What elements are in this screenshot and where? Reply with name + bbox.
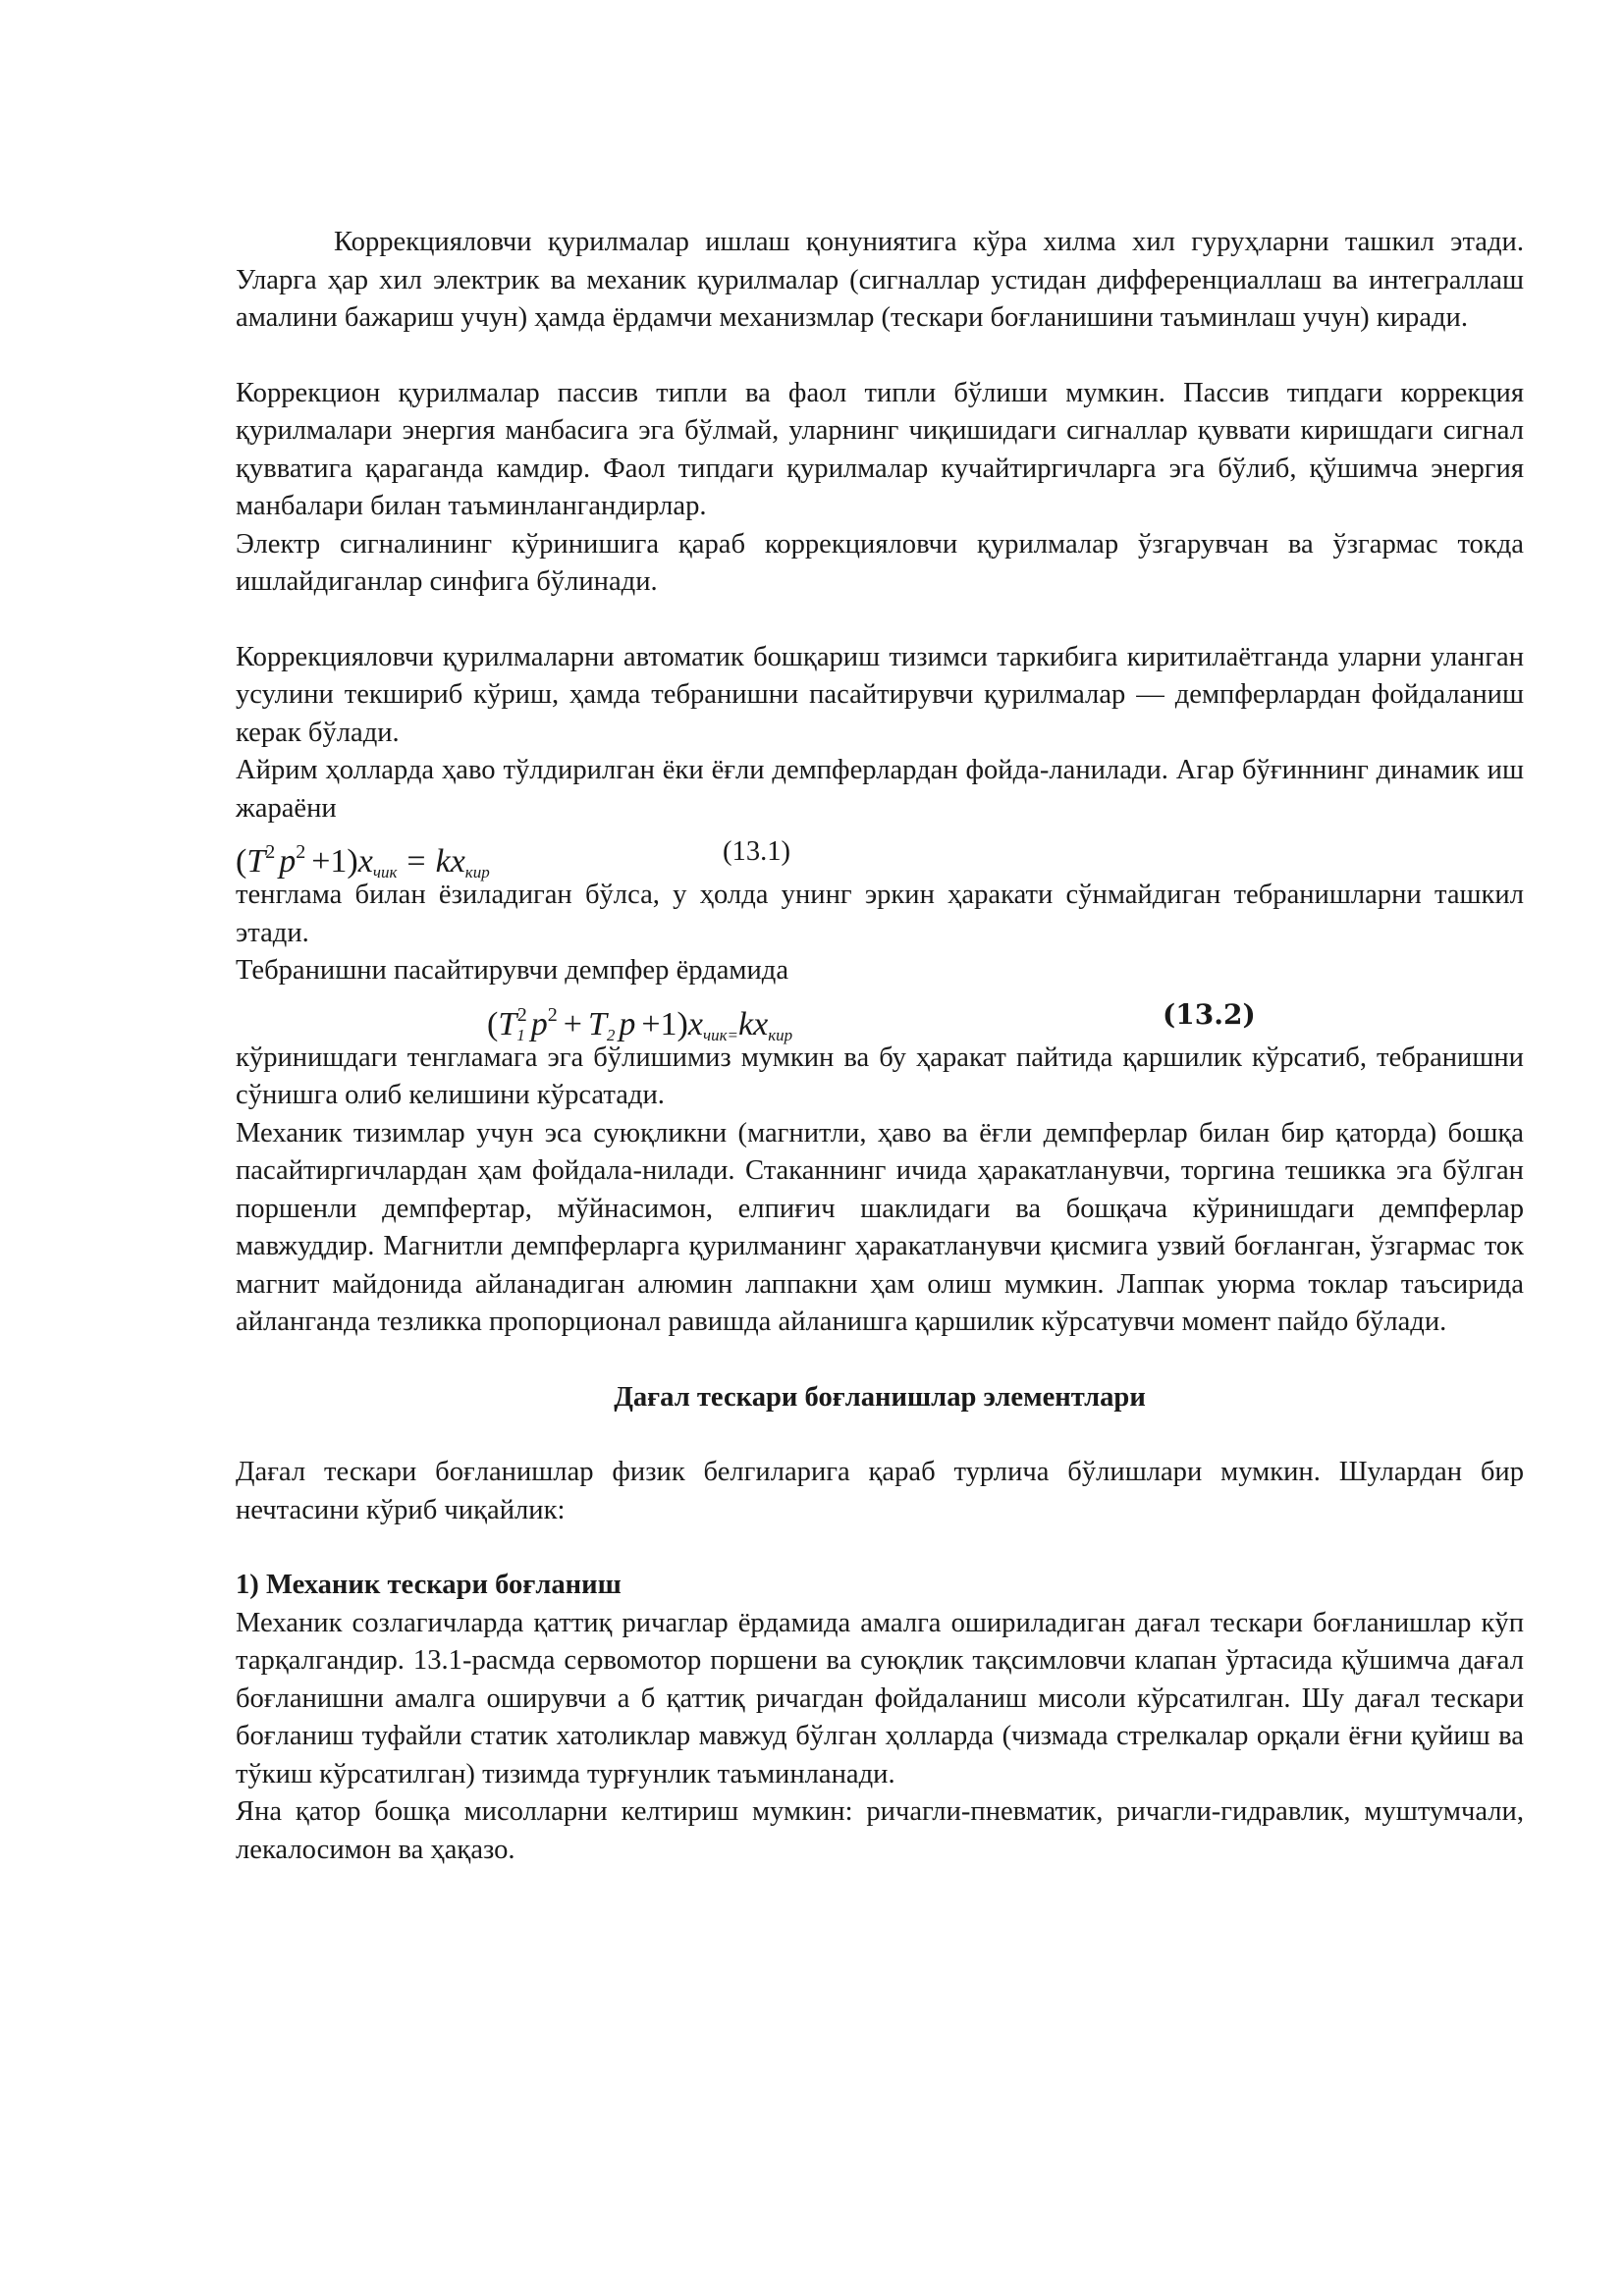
eq-symbol: k xyxy=(738,1005,754,1042)
equation-13-1 xyxy=(236,828,1524,881)
eq-term: +1) xyxy=(311,843,358,880)
eq-symbol: p xyxy=(279,843,297,880)
paragraph: Коррекцияловчи қурилмалар ишлаш қонуниятига кўра хилма хил гуруҳларни ташкил этади. Уларга ҳар хил электрик ва механик қурилмалар (сигналлар устидан дифференциаллаш ва интеграллаш амалини бажариш учун) ҳамда ёрдамчи механизмлар (тескари боғланишини таъминлаш учун) киради. xyxy=(236,227,1524,333)
eq-subscript: чик xyxy=(372,863,398,881)
eq-subscript: кир xyxy=(768,1025,793,1044)
eq-symbol: T xyxy=(587,1005,607,1042)
equation-number: (13.1) xyxy=(723,836,791,867)
paragraph: Яна қатор бошқа мисолларни келтириш мумкин: ричагли-пневматик, ричагли-гидравлик, муштумчали, лекалосимон ва ҳақазо. xyxy=(236,1796,1524,1865)
paragraph: кўринишдаги тенгламага эга бўлишимиз мумкин ва бу ҳаракат пайтида қаршилик кўрсатиб, тебранишни сўнишга олиб келишини кўрсатади. xyxy=(236,1041,1524,1110)
paragraph: тенглама билан ёзиладиган бўлса, у ҳолда унинг эркин ҳаракати сўнмайдиган тебранишларни ташкил этади. xyxy=(236,880,1524,948)
eq-subscript: 2 xyxy=(606,1025,616,1044)
paragraph: Дағал тескари боғланишлар физик белгиларига қараб турлича бўлишлари мумкин. Шулардан бир нечтасини кўриб чиқайлик: xyxy=(236,1457,1524,1525)
eq-subscript: кир xyxy=(464,863,490,881)
eq-exponent: 2 xyxy=(296,841,306,863)
eq-symbol: p xyxy=(530,1005,548,1042)
section-heading: Дағал тескари боғланишлар элементлари xyxy=(614,1381,1146,1413)
equation-13-2 xyxy=(236,990,1524,1044)
eq-equals: = xyxy=(406,843,426,880)
eq-plus: + xyxy=(563,1005,582,1042)
eq-exponent: 2 xyxy=(265,841,276,863)
eq-symbol: k xyxy=(435,843,451,880)
eq-exponent: 2 xyxy=(547,1003,558,1026)
paragraph: Электр сигналининг кўринишига қараб коррекцияловчи қурилмалар ўзгарувчан ва ўзгармас токда ишлайдиганлар синфига бўлинади. xyxy=(236,528,1524,597)
eq-subscript: чик= xyxy=(702,1025,738,1044)
eq-symbol: p xyxy=(619,1005,636,1042)
eq-symbol: x xyxy=(753,1005,769,1042)
eq-subscript: 1 xyxy=(516,1025,525,1044)
eq-symbol: x xyxy=(687,1005,703,1042)
eq-symbol: x xyxy=(450,843,465,880)
paragraph: Механик созлагичларда қаттиқ ричаглар ёрдамида амалга ошириладиган дағал тескари боғланишлар кўп тарқалгандир. 13.1-расмда сервомотор поршени ва суюқлик тақсимловчи клапан ўртасида қўшимча дағал боғланишни амалга оширувчи а б қаттиқ ричагдан фойдаланиш мисоли кўрсатилган. Шу дағал тескари боғланиш туфайли статик хатоликлар мавжуд бўлган ҳолларда (чизмада стрелкалар орқали ёғни қуйиш ва тўкиш кўрсатилган) тизимда турғунлик таъминланади. xyxy=(236,1607,1524,1789)
eq-symbol: T xyxy=(498,1005,517,1042)
paragraph: Тебранишни пасайтирувчи демпфер ёрдамида xyxy=(236,955,789,986)
paragraph: Айрим ҳолларда ҳаво тўлдирилган ёки ёғли демпферлардан фойда-ланилади. Агар бўғиннинг динамик иш жараёни xyxy=(236,755,1524,824)
eq-exponent: 2 xyxy=(516,1003,527,1026)
eq-term: +1) xyxy=(641,1005,688,1042)
document-page xyxy=(236,224,1524,1869)
eq-paren: ( xyxy=(236,843,247,880)
eq-symbol: T xyxy=(246,843,266,880)
paragraph: Коррекцион қурилмалар пассив типли ва фаол типли бўлиши мумкин. Пассив типдаги коррекция қурилмалари энергия манбасига эга бўлмай, уларнинг чиқишидаги сигналлар қуввати киришдаги сигнал қувватига қараганда камдир. Фаол типдаги қурилмалар кучайтиргичларга эга бўлиб, қўшимча энергия манбалари билан таъминлангандирлар. xyxy=(236,377,1524,521)
eq-paren: ( xyxy=(487,1005,499,1042)
paragraph: Коррекцияловчи қурилмаларни автоматик бошқариш тизимси таркибига киритилаётганда уларни уланган усулини текшириб кўриш, ҳамда тебранишни пасайтирувчи қурилмалар — демпферлардан фойдаланиш керак бўлади. xyxy=(236,641,1524,748)
subsection-heading: 1) Механик тескари боғланиш xyxy=(236,1570,622,1600)
eq-symbol: x xyxy=(357,843,373,880)
equation-number: (13.2) xyxy=(1163,997,1256,1031)
paragraph: Механик тизимлар учун эса суюқликни (магнитли, ҳаво ва ёғли демпферлар билан бир қаторда) бошқа пасайтиргичлардан ҳам фойдала-нилади. Стаканнинг ичида ҳаракатланувчи, торгина тешикка эга бўлган поршенли демпфертар, мўйнасимон, елпиғич шаклидаги ва бошқача кўринишдаги демпферлар мавжуддир. Магнитли демпферларга қурилманинг ҳаракатланувчи қисмига узвий боғланган, ўзгармас ток магнит майдонида айланадиган алюмин лаппакни ҳам олиш мумкин. Лаппак уюрма токлар таъсирида айланганда тезликка пропорционал равишда айланишга қаршилик кўрсатувчи момент пайдо бўлади. xyxy=(236,1117,1524,1337)
